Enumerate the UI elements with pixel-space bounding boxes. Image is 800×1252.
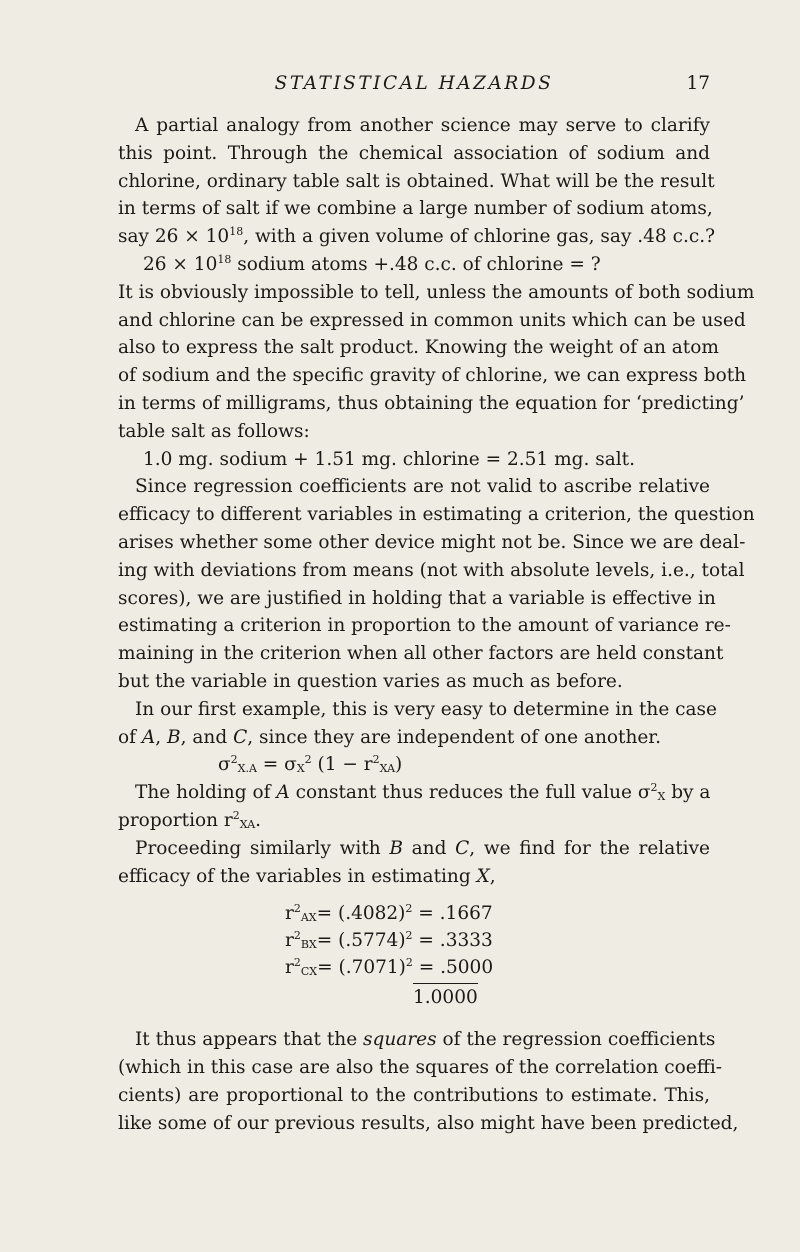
paragraph-line: also to express the salt product. Knowing the weight of an atom <box>118 337 719 359</box>
table-row: $r^2CX= (.7071)^2 = .5000$ <box>285 956 494 979</box>
paragraph-line: cients) are proportional to the contributions to estimate. This, <box>118 1084 710 1106</box>
paragraph-line: of sodium and the specific gravity of chlorine, we can express both <box>118 365 747 387</box>
sum-total: 1.0000 <box>413 983 478 1012</box>
page-body <box>118 112 755 1137</box>
paragraph-line: and chlorine can be expressed in common units which can be used <box>118 309 746 331</box>
paragraph-line: ing with deviations from means (not with absolute levels, i.e., total <box>118 559 745 581</box>
table-row: $r^2AX= (.4082)^2 = .1667$ <box>285 902 493 925</box>
paragraph-line: chlorine, ordinary table salt is obtained. What will be the result <box>118 170 715 192</box>
paragraph-line: efficacy to different variables in estimating a criterion, the question <box>118 504 755 526</box>
paragraph-line: The holding of A constant thus reduces the full value $\sigma^2X$ by a <box>135 781 711 804</box>
squared-coefficients-table <box>118 900 710 1012</box>
paragraph-line: in terms of milligrams, thus obtaining the equation for ‘predicting’ <box>118 392 745 414</box>
paragraph-line: of A, B, and C, since they are independent of one another. <box>118 726 661 748</box>
paragraph-line: in terms of salt if we combine a large number of sodium atoms, <box>118 198 713 220</box>
paragraph-line: like some of our previous results, also might have been predicted, <box>118 1112 739 1134</box>
paragraph-line: maining in the criterion when all other factors are held constant <box>118 643 724 665</box>
paragraph-line: table salt as follows: <box>118 420 310 442</box>
paragraph-line: efficacy of the variables in estimating X, <box>118 865 496 887</box>
page-number: 17 <box>686 73 710 94</box>
paragraph-line: say $26 \times 10^{18}$, with a given volume of chlorine gas, say .48 c.c.? <box>118 225 715 248</box>
paragraph-line: this point. Through the chemical association of sodium and <box>118 142 710 164</box>
paragraph-line: It thus appears that the squares of the regression coefficients <box>135 1029 716 1051</box>
formula-sodium-chlorine: $26 \times 10^{18}$ sodium atoms +.48 c.c. of chlorine = ? <box>143 252 601 275</box>
paragraph-line: arises whether some other device might not be. Since we are deal- <box>118 531 746 553</box>
table-row: $r^2BX= (.5774)^2 = .3333$ <box>285 929 493 952</box>
paragraph-line: In our first example, this is very easy to determine in the case <box>135 698 718 720</box>
paragraph-line: A partial analogy from another science may serve to clarify <box>135 115 710 136</box>
paragraph-line: proportion $r^2XA$. <box>118 808 262 831</box>
page-header <box>118 73 710 101</box>
paragraph-line: It is obviously impossible to tell, unless the amounts of both sodium <box>118 281 755 303</box>
paragraph-line: estimating a criterion in proportion to the amount of variance re- <box>118 615 731 637</box>
paragraph-line: Since regression coefficients are not valid to ascribe relative <box>135 476 710 498</box>
running-head: STATISTICAL HAZARDS <box>274 73 554 94</box>
paragraph-line: scores), we are justified in holding that a variable is effective in <box>118 587 716 609</box>
formula-salt: 1.0 mg. sodium + 1.51 mg. chlorine = 2.51 mg. salt. <box>143 448 635 470</box>
paragraph-line: Proceeding similarly with B and C, we find for the relative <box>135 837 710 859</box>
formula-variance: $\sigma^2X.A = \sigma X^2$ $(1 - r^2XA)$ <box>218 753 403 776</box>
paragraph-line: (which in this case are also the squares of the correlation coeffi- <box>118 1056 723 1078</box>
paragraph-line: but the variable in question varies as much as before. <box>118 670 623 692</box>
